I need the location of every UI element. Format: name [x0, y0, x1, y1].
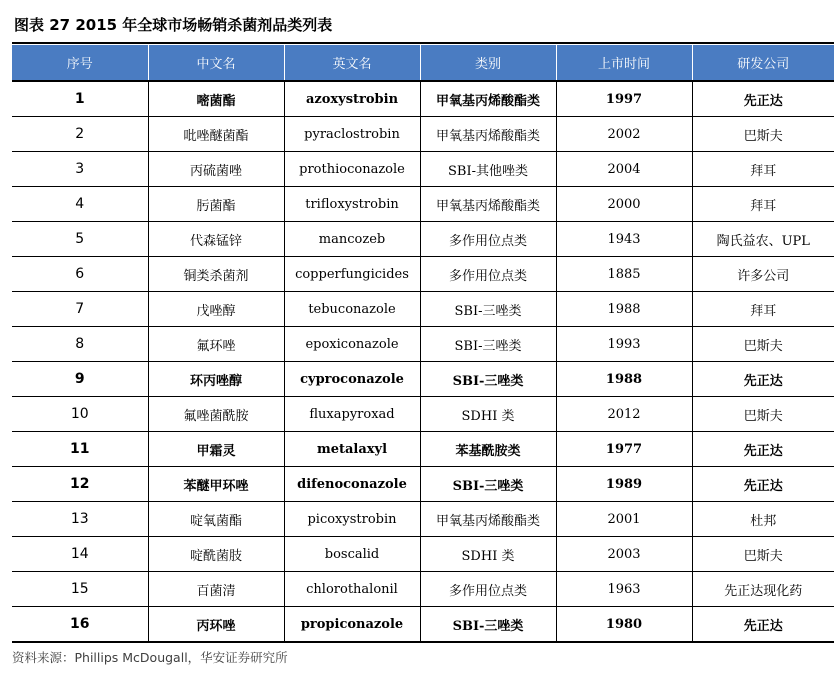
cell-en-name: trifloxystrobin — [284, 187, 420, 222]
cell-cn-name: 铜类杀菌剂 — [148, 257, 284, 292]
cell-launch-year: 2001 — [556, 502, 692, 537]
cell-no: 5 — [12, 222, 148, 257]
cell-category: 甲氧基丙烯酸酯类 — [420, 502, 556, 537]
cell-category: 多作用位点类 — [420, 572, 556, 607]
cell-cn-name: 丙环唑 — [148, 607, 284, 643]
cell-category: SBI-三唑类 — [420, 292, 556, 327]
cell-cn-name: 苯醚甲环唑 — [148, 467, 284, 502]
col-header-en-name: 英文名 — [284, 45, 420, 81]
cell-en-name: propiconazole — [284, 607, 420, 643]
cell-no: 2 — [12, 117, 148, 152]
cell-company: 先正达 — [692, 607, 834, 643]
cell-no: 3 — [12, 152, 148, 187]
cell-category: 甲氧基丙烯酸酯类 — [420, 187, 556, 222]
cell-launch-year: 2012 — [556, 397, 692, 432]
cell-category: 苯基酰胺类 — [420, 432, 556, 467]
cell-cn-name: 氟环唑 — [148, 327, 284, 362]
cell-launch-year: 1980 — [556, 607, 692, 643]
table-row — [12, 607, 834, 643]
cell-company: 先正达 — [692, 81, 834, 117]
cell-category: SBI-三唑类 — [420, 327, 556, 362]
cell-company: 拜耳 — [692, 292, 834, 327]
cell-category: SBI-其他唑类 — [420, 152, 556, 187]
cell-no: 8 — [12, 327, 148, 362]
cell-company: 巴斯夫 — [692, 537, 834, 572]
cell-launch-year: 1988 — [556, 292, 692, 327]
cell-launch-year: 2004 — [556, 152, 692, 187]
table-row — [12, 432, 834, 467]
cell-company: 先正达 — [692, 362, 834, 397]
col-header-company: 研发公司 — [692, 45, 834, 81]
cell-launch-year: 1997 — [556, 81, 692, 117]
table-header-row — [12, 45, 834, 81]
col-header-category: 类别 — [420, 45, 556, 81]
cell-en-name: chlorothalonil — [284, 572, 420, 607]
cell-no: 13 — [12, 502, 148, 537]
cell-cn-name: 代森锰锌 — [148, 222, 284, 257]
table-row — [12, 152, 834, 187]
cell-no: 7 — [12, 292, 148, 327]
cell-cn-name: 吡唑醚菌酯 — [148, 117, 284, 152]
cell-launch-year: 1963 — [556, 572, 692, 607]
cell-company: 先正达 — [692, 467, 834, 502]
col-header-no: 序号 — [12, 45, 148, 81]
cell-launch-year: 2002 — [556, 117, 692, 152]
cell-company: 拜耳 — [692, 187, 834, 222]
col-header-launch-year: 上市时间 — [556, 45, 692, 81]
cell-en-name: picoxystrobin — [284, 502, 420, 537]
cell-company: 先正达 — [692, 432, 834, 467]
table-row — [12, 117, 834, 152]
cell-launch-year: 2003 — [556, 537, 692, 572]
cell-launch-year: 1988 — [556, 362, 692, 397]
table-row — [12, 292, 834, 327]
cell-en-name: fluxapyroxad — [284, 397, 420, 432]
table-row — [12, 222, 834, 257]
table-row — [12, 397, 834, 432]
table-row — [12, 362, 834, 397]
cell-cn-name: 嘧菌酯 — [148, 81, 284, 117]
table-row — [12, 467, 834, 502]
cell-company: 杜邦 — [692, 502, 834, 537]
cell-category: SBI-三唑类 — [420, 607, 556, 643]
cell-no: 1 — [12, 81, 148, 117]
cell-en-name: cyproconazole — [284, 362, 420, 397]
cell-cn-name: 戊唑醇 — [148, 292, 284, 327]
top-rule — [12, 42, 834, 44]
cell-company: 巴斯夫 — [692, 397, 834, 432]
cell-launch-year: 1993 — [556, 327, 692, 362]
cell-launch-year: 2000 — [556, 187, 692, 222]
cell-cn-name: 啶氧菌酯 — [148, 502, 284, 537]
cell-company: 许多公司 — [692, 257, 834, 292]
cell-en-name: boscalid — [284, 537, 420, 572]
cell-en-name: metalaxyl — [284, 432, 420, 467]
table-row — [12, 81, 834, 117]
cell-en-name: epoxiconazole — [284, 327, 420, 362]
cell-no: 16 — [12, 607, 148, 643]
cell-no: 9 — [12, 362, 148, 397]
cell-cn-name: 环丙唑醇 — [148, 362, 284, 397]
cell-launch-year: 1977 — [556, 432, 692, 467]
cell-no: 11 — [12, 432, 148, 467]
table-row — [12, 502, 834, 537]
cell-no: 4 — [12, 187, 148, 222]
cell-category: SDHI 类 — [420, 537, 556, 572]
cell-cn-name: 啶酰菌肢 — [148, 537, 284, 572]
source-note: 资料来源：Phillips McDougall，华安证券研究所 — [12, 650, 288, 665]
cell-en-name: prothioconazole — [284, 152, 420, 187]
cell-category: 甲氧基丙烯酸酯类 — [420, 117, 556, 152]
cell-no: 14 — [12, 537, 148, 572]
cell-en-name: mancozeb — [284, 222, 420, 257]
col-header-cn-name: 中文名 — [148, 45, 284, 81]
cell-category: 多作用位点类 — [420, 257, 556, 292]
cell-launch-year: 1943 — [556, 222, 692, 257]
cell-category: SDHI 类 — [420, 397, 556, 432]
cell-no: 15 — [12, 572, 148, 607]
cell-en-name: azoxystrobin — [284, 81, 420, 117]
cell-category: 多作用位点类 — [420, 222, 556, 257]
cell-en-name: difenoconazole — [284, 467, 420, 502]
cell-cn-name: 氟唑菌酰胺 — [148, 397, 284, 432]
cell-cn-name: 肟菌酯 — [148, 187, 284, 222]
cell-cn-name: 甲霜灵 — [148, 432, 284, 467]
cell-launch-year: 1989 — [556, 467, 692, 502]
cell-no: 6 — [12, 257, 148, 292]
table-row — [12, 537, 834, 572]
cell-cn-name: 百菌清 — [148, 572, 284, 607]
table-row — [12, 327, 834, 362]
cell-category: 甲氧基丙烯酸酯类 — [420, 81, 556, 117]
cell-company: 陶氏益农、UPL — [692, 222, 834, 257]
cell-category: SBI-三唑类 — [420, 362, 556, 397]
cell-category: SBI-三唑类 — [420, 467, 556, 502]
table-row — [12, 257, 834, 292]
table-row — [12, 187, 834, 222]
cell-company: 巴斯夫 — [692, 117, 834, 152]
cell-no: 10 — [12, 397, 148, 432]
cell-en-name: tebuconazole — [284, 292, 420, 327]
fungicide-table — [12, 45, 834, 643]
cell-company: 先正达现化药 — [692, 572, 834, 607]
cell-company: 拜耳 — [692, 152, 834, 187]
cell-company: 巴斯夫 — [692, 327, 834, 362]
table-row — [12, 572, 834, 607]
cell-en-name: pyraclostrobin — [284, 117, 420, 152]
cell-en-name: copperfungicides — [284, 257, 420, 292]
cell-cn-name: 丙硫菌唑 — [148, 152, 284, 187]
cell-no: 12 — [12, 467, 148, 502]
cell-launch-year: 1885 — [556, 257, 692, 292]
figure-title: 图表 27 2015 年全球市场畅销杀菌剂品类列表 — [14, 16, 333, 34]
